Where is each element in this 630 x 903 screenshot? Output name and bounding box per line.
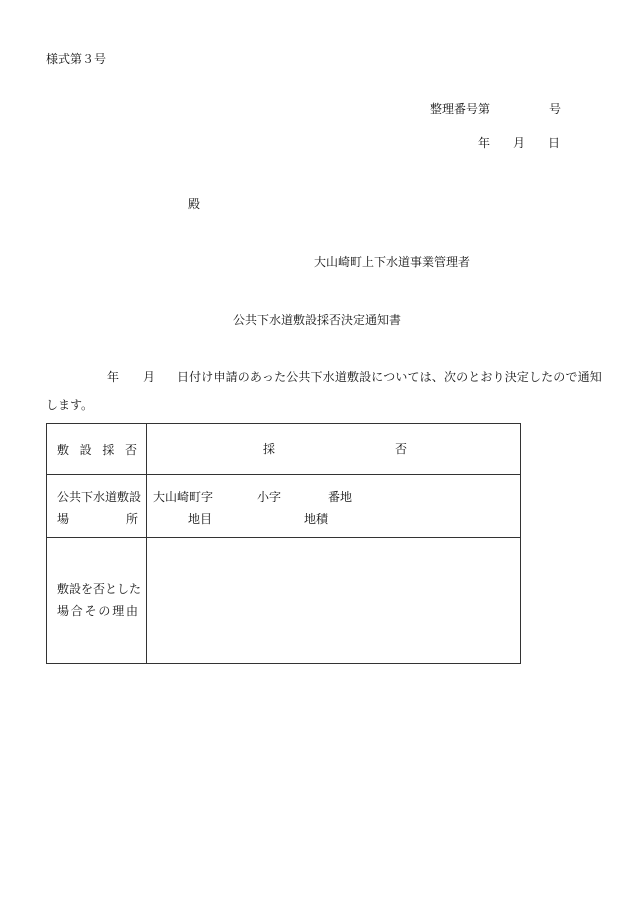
reference-number-suffix: 号 bbox=[549, 102, 562, 116]
reason-label-line2 bbox=[57, 604, 138, 618]
date-year: 年 bbox=[478, 136, 491, 150]
addressee-honorific: 殿 bbox=[188, 197, 201, 211]
date-month: 月 bbox=[513, 136, 526, 150]
chimoku-label: 地目 bbox=[188, 512, 213, 526]
location-value-cell bbox=[147, 475, 521, 538]
label-char: の bbox=[98, 604, 111, 618]
label-char: 由 bbox=[125, 604, 138, 618]
label-char: 合 bbox=[70, 604, 83, 618]
reason-label-cell bbox=[47, 538, 147, 664]
option-adopt[interactable]: 採 bbox=[263, 442, 276, 456]
label-char: 場 bbox=[57, 604, 70, 618]
date-day: 日 bbox=[548, 136, 561, 150]
location-label-char: 場 bbox=[57, 512, 70, 526]
table-row bbox=[47, 475, 521, 538]
decision-value-cell bbox=[147, 424, 521, 475]
sender: 大山崎町上下水道事業管理者 bbox=[314, 255, 471, 269]
decision-label bbox=[47, 441, 146, 458]
banchi-label: 番地 bbox=[328, 490, 353, 504]
body-text-line1: 日付け申請のあった公共下水道敷設については、次のとおり決定したので通知 bbox=[177, 370, 602, 384]
chiseki-label: 地積 bbox=[304, 512, 329, 526]
location-label-cell bbox=[47, 475, 147, 538]
location-label-line1: 公共下水道敷設 bbox=[57, 490, 142, 504]
decision-label-cell bbox=[47, 424, 147, 475]
label-char: 理 bbox=[112, 604, 125, 618]
body-year: 年 bbox=[107, 370, 120, 384]
option-reject[interactable]: 否 bbox=[395, 442, 408, 456]
table-row bbox=[47, 538, 521, 664]
reference-number-prefix: 整理番号第 bbox=[430, 102, 491, 116]
reason-label-line1: 敷設を否とした bbox=[57, 582, 142, 596]
table-row bbox=[47, 424, 521, 475]
reason-value-cell[interactable] bbox=[147, 538, 521, 664]
location-label-char: 所 bbox=[126, 512, 139, 526]
label-char: 採 bbox=[102, 442, 115, 457]
label-char: そ bbox=[84, 604, 97, 618]
decision-table bbox=[46, 423, 521, 664]
koaza-label: 小字 bbox=[257, 490, 282, 504]
body-month: 月 bbox=[143, 370, 156, 384]
label-char: 否 bbox=[124, 442, 137, 457]
label-char: 設 bbox=[79, 442, 92, 457]
label-char: 敷 bbox=[57, 442, 70, 457]
body-text-line2: します。 bbox=[46, 398, 94, 412]
town-prefix: 大山崎町字 bbox=[153, 490, 214, 504]
form-number: 様式第３号 bbox=[46, 52, 107, 66]
document-title: 公共下水道敷設採否決定通知書 bbox=[233, 313, 402, 327]
